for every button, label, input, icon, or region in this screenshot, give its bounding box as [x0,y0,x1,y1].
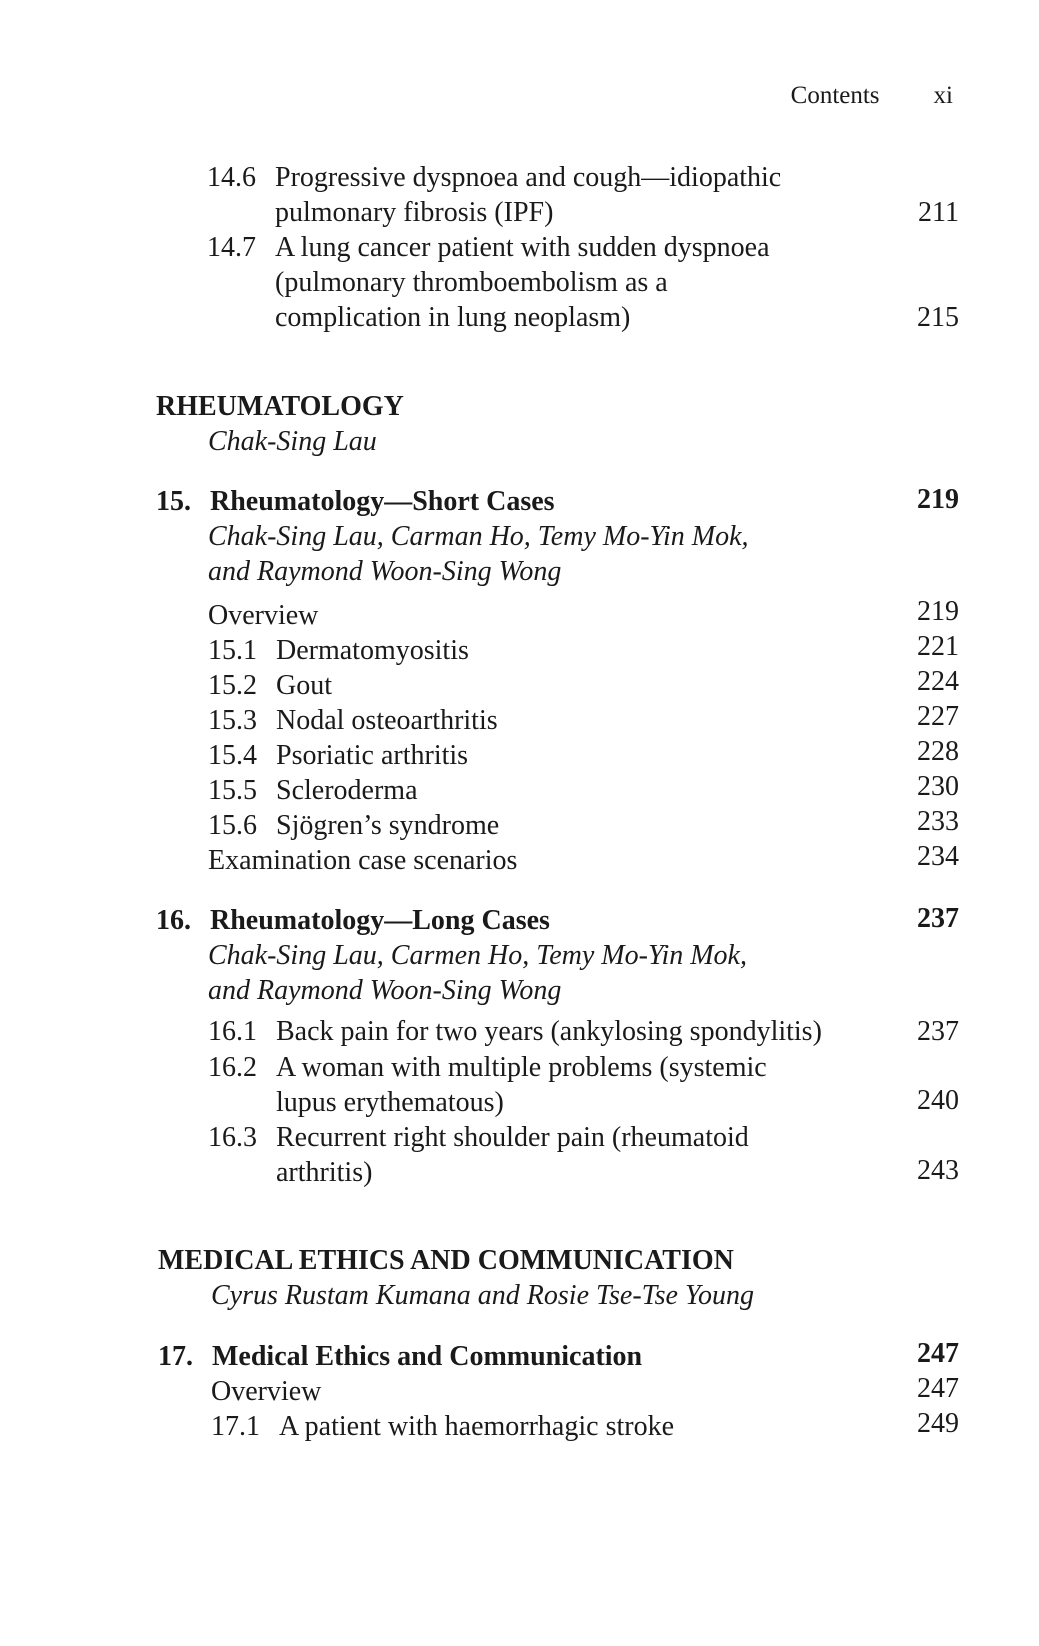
running-head-title: Contents [790,82,880,109]
chapter-17-page: 247 [917,1338,959,1369]
toc-entry-15-5 [208,773,418,809]
toc-entry-label: Psoriatic arthritis [276,740,469,771]
toc-entry-15-6 [208,808,499,844]
toc-entry-overview: Overview [208,600,319,631]
chapter-15-authors-line-1: Chak-Sing Lau, Carman Ho, Temy Mo-Yin Mok, [208,521,749,552]
toc-entry-number: 16.1 [208,1016,257,1047]
toc-entry-14-6-page: 211 [918,197,959,228]
toc-entry-label: Progressive dyspnoea and cough—idiopathic [275,162,782,193]
toc-entry-number: 16.2 [208,1052,257,1083]
toc-entry-16-3-line-1 [208,1120,749,1156]
toc-entry-14-7-line-3: complication in lung neoplasm) [275,302,631,333]
chapter-15-authors-line-2: and Raymond Woon-Sing Wong [208,556,562,587]
toc-entry-14-7-line-2: (pulmonary thromboembolism as a [275,267,668,298]
chapter-17-heading [158,1339,642,1375]
chapter-title: Medical Ethics and Communication [212,1341,643,1372]
chapter-title: Rheumatology—Long Cases [210,905,550,936]
toc-entry-16-1 [208,1014,822,1050]
toc-entry-14-6-line-2: pulmonary fibrosis (IPF) [275,197,554,228]
toc-entry-15-4 [208,738,468,774]
toc-entry-page: 240 [917,1085,959,1116]
toc-entry-number: 14.6 [207,162,256,193]
toc-entry-number: 14.7 [207,232,256,263]
toc-entry-label: A woman with multiple problems (systemic [276,1052,767,1083]
chapter-16-authors-line-2: and Raymond Woon-Sing Wong [208,975,562,1006]
toc-entry-page: 233 [917,806,959,837]
toc-entry-number: 15.4 [208,740,257,771]
toc-entry-label: Gout [276,670,332,701]
chapter-number: 15. [156,486,191,517]
toc-entry-16-3-line-2: arthritis) [276,1157,373,1188]
toc-entry-15-1 [208,633,469,669]
chapter-16-authors-line-1: Chak-Sing Lau, Carmen Ho, Temy Mo-Yin Mok, [208,940,747,971]
chapter-title: Rheumatology—Short Cases [210,486,555,517]
chapter-16-page: 237 [917,903,959,934]
section-heading-rheumatology: RHEUMATOLOGY [156,391,404,422]
toc-entry-label: A lung cancer patient with sudden dyspnoea [275,232,770,263]
toc-entry-14-6-line-1 [207,160,781,196]
toc-entry-label: Nodal osteoarthritis [276,705,498,736]
toc-entry-number: 17.1 [211,1411,260,1442]
toc-entry-page: 221 [917,631,959,662]
toc-entry-number: 16.3 [208,1122,257,1153]
section-editor-medical-ethics: Cyrus Rustam Kumana and Rosie Tse-Tse Young [211,1280,754,1311]
toc-entry-page: 227 [917,701,959,732]
toc-entry-14-7-page: 215 [917,302,959,333]
toc-entry-14-7-line-1 [207,230,770,266]
toc-entry-page: 243 [917,1155,959,1186]
toc-entry-page: 247 [917,1373,959,1404]
toc-entry-number: 15.3 [208,705,257,736]
running-head [791,82,953,110]
toc-entry-number: 15.1 [208,635,257,666]
toc-entry-15-3 [208,703,498,739]
chapter-number: 17. [158,1341,193,1372]
toc-entry-page: 249 [917,1408,959,1439]
toc-entry-page: 237 [917,1016,959,1047]
toc-entry-label: Dermatomyositis [276,635,469,666]
running-head-page: xi [933,82,953,109]
toc-entry-page: 234 [917,841,959,872]
toc-entry-15-2 [208,668,332,704]
toc-entry-page: 224 [917,666,959,697]
section-editor-rheumatology: Chak-Sing Lau [208,426,377,457]
toc-entry-page: 219 [917,596,959,627]
toc-entry-number: 15.2 [208,670,257,701]
toc-entry-page: 228 [917,736,959,767]
toc-entry-17-1 [211,1409,674,1445]
toc-entry-examination-case-scenarios: Examination case scenarios [208,845,518,876]
toc-entry-label: Back pain for two years (ankylosing spondylitis) [276,1016,822,1047]
chapter-15-heading [156,484,555,520]
toc-entry-number: 15.6 [208,810,257,841]
chapter-16-heading [156,903,550,939]
section-heading-medical-ethics: MEDICAL ETHICS AND COMMUNICATION [158,1245,734,1276]
chapter-15-page: 219 [917,484,959,515]
toc-entry-page: 230 [917,771,959,802]
toc-entry-label: Scleroderma [276,775,418,806]
toc-entry-label: A patient with haemorrhagic stroke [279,1411,674,1442]
toc-entry-16-2-line-2: lupus erythematous) [276,1087,504,1118]
toc-entry-16-2-line-1 [208,1050,767,1086]
toc-entry-number: 15.5 [208,775,257,806]
toc-entry-overview: Overview [211,1376,322,1407]
toc-entry-label: Sjögren’s syndrome [276,810,500,841]
toc-entry-label: Recurrent right shoulder pain (rheumatoid [276,1122,749,1153]
chapter-number: 16. [156,905,191,936]
